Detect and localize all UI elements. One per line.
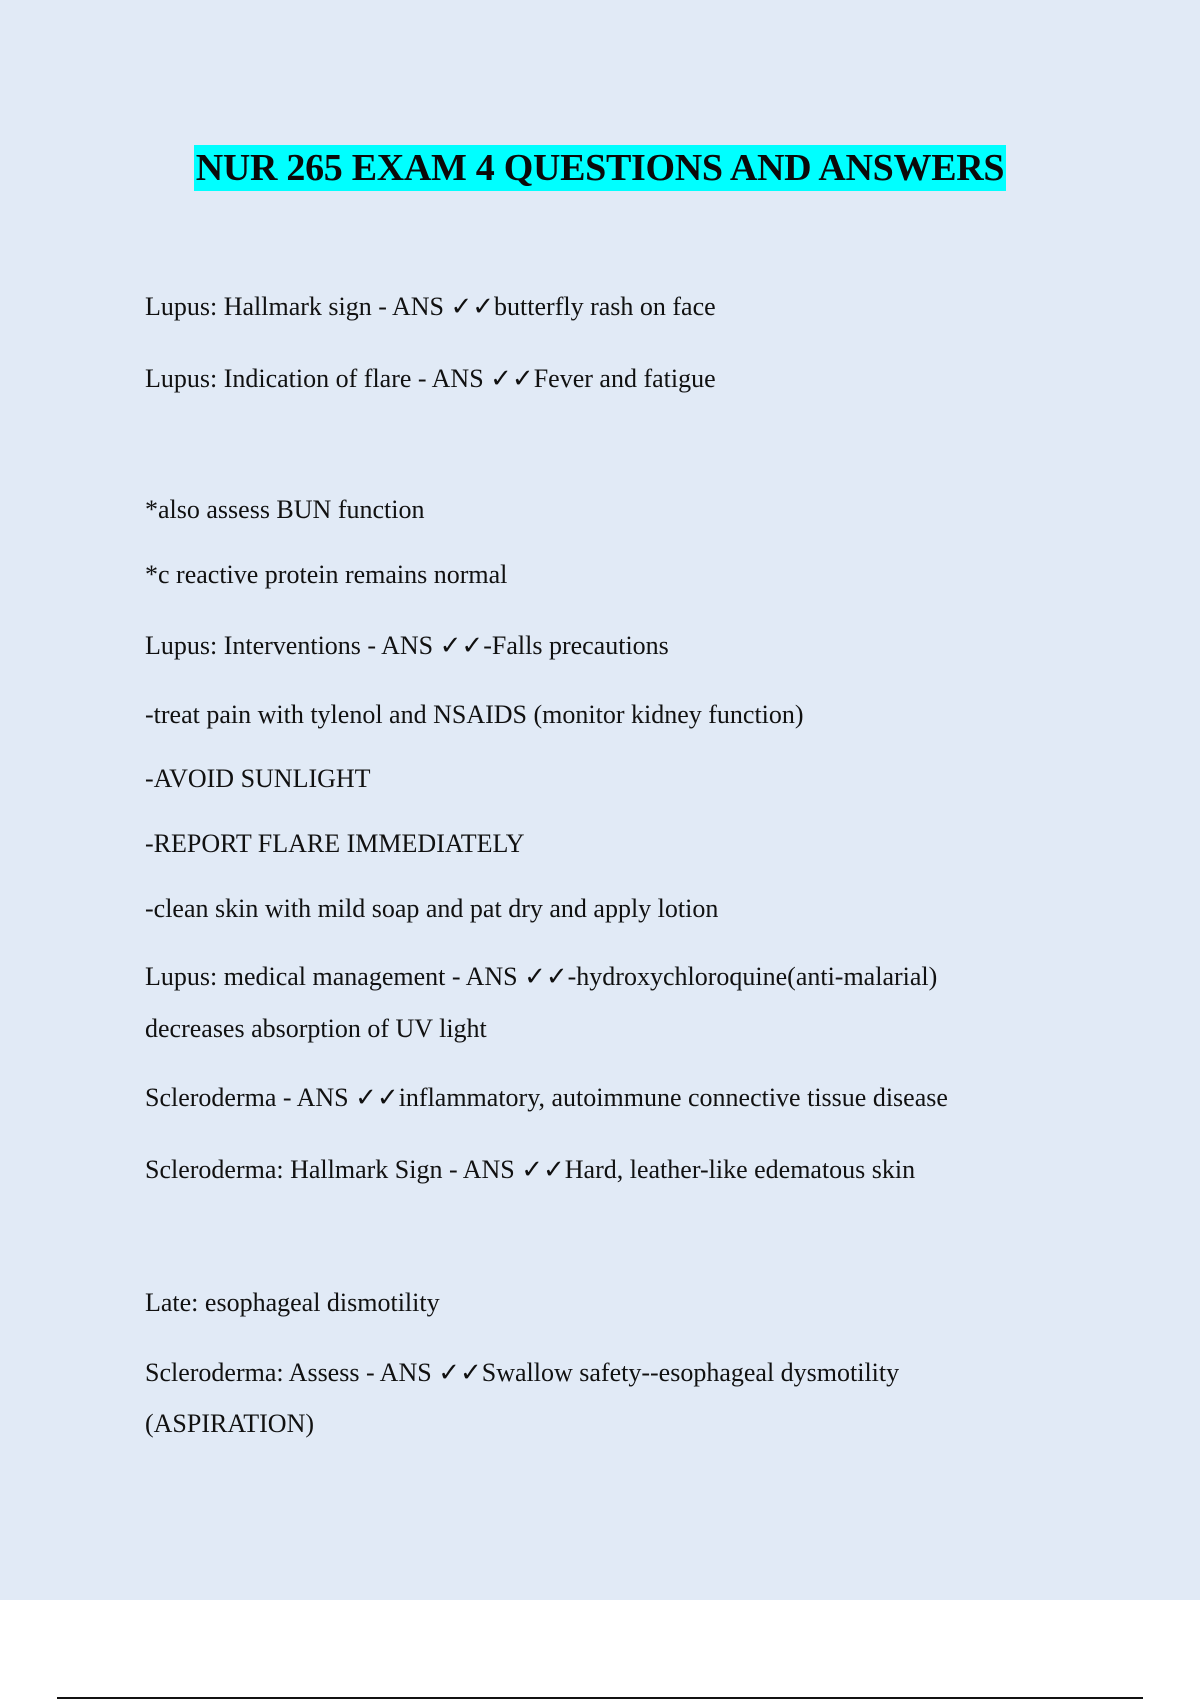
list-line-treat-pain: -treat pain with tylenol and NSAIDS (monitor kidney function) <box>145 700 804 729</box>
qa-line-scleroderma-assess: Scleroderma: Assess - ANS ✓✓Swallow safety--esophageal dysmotility <box>145 1358 900 1387</box>
qa-line-lupus-flare: Lupus: Indication of flare - ANS ✓✓Fever and fatigue <box>145 364 716 393</box>
title-container <box>0 145 1200 191</box>
list-line-avoid-sunlight: -AVOID SUNLIGHT <box>145 764 371 793</box>
footer-divider <box>57 1697 1143 1699</box>
qa-line-lupus-management: Lupus: medical management - ANS ✓✓-hydroxychloroquine(anti-malarial) <box>145 962 938 991</box>
note-line-bun: *also assess BUN function <box>145 495 425 524</box>
qa-line-scleroderma-hallmark: Scleroderma: Hallmark Sign - ANS ✓✓Hard, leather-like edematous skin <box>145 1155 916 1184</box>
qa-line-scleroderma-assess-cont: (ASPIRATION) <box>145 1409 314 1438</box>
qa-line-lupus-hallmark: Lupus: Hallmark sign - ANS ✓✓butterfly rash on face <box>145 292 716 321</box>
note-line-crp: *c reactive protein remains normal <box>145 560 508 589</box>
qa-line-scleroderma: Scleroderma - ANS ✓✓inflammatory, autoimmune connective tissue disease <box>145 1083 948 1112</box>
list-line-clean-skin: -clean skin with mild soap and pat dry and apply lotion <box>145 894 719 923</box>
qa-line-lupus-interventions: Lupus: Interventions - ANS ✓✓-Falls precautions <box>145 631 669 660</box>
document-title: NUR 265 EXAM 4 QUESTIONS AND ANSWERS <box>195 147 1005 189</box>
qa-line-lupus-management-cont: decreases absorption of UV light <box>145 1014 487 1043</box>
note-line-late: Late: esophageal dismotility <box>145 1288 440 1317</box>
list-line-report-flare: -REPORT FLARE IMMEDIATELY <box>145 829 525 858</box>
